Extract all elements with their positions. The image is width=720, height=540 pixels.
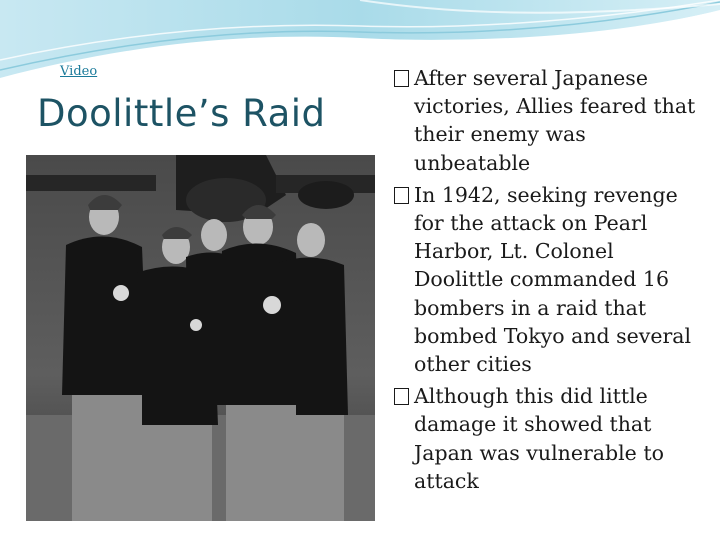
- bullet-list: [394, 64, 704, 499]
- bullet-text: After several Japanese victories, Allies feared that their enemy was unbeatable: [414, 66, 696, 175]
- bullet-text: Although this did little damage it showed that Japan was vulnerable to attack: [414, 384, 664, 493]
- bullet-text: In 1942, seeking revenge for the attack on Pearl Harbor, Lt. Colonel Doolittle commanded 16 bombers in a raid that bombed Tokyo and several other cities: [414, 182, 692, 377]
- bullet-item: [394, 382, 704, 495]
- slide-title: Doolittle’s Raid: [37, 92, 326, 135]
- bullet-marker-icon: [394, 388, 409, 405]
- bullet-marker-icon: [394, 187, 409, 204]
- doolittle-crew-photo: [26, 155, 375, 521]
- bullet-marker-icon: [394, 70, 409, 87]
- bullet-item: [394, 64, 704, 177]
- bullet-item: [394, 181, 704, 378]
- video-link[interactable]: Video: [60, 64, 98, 79]
